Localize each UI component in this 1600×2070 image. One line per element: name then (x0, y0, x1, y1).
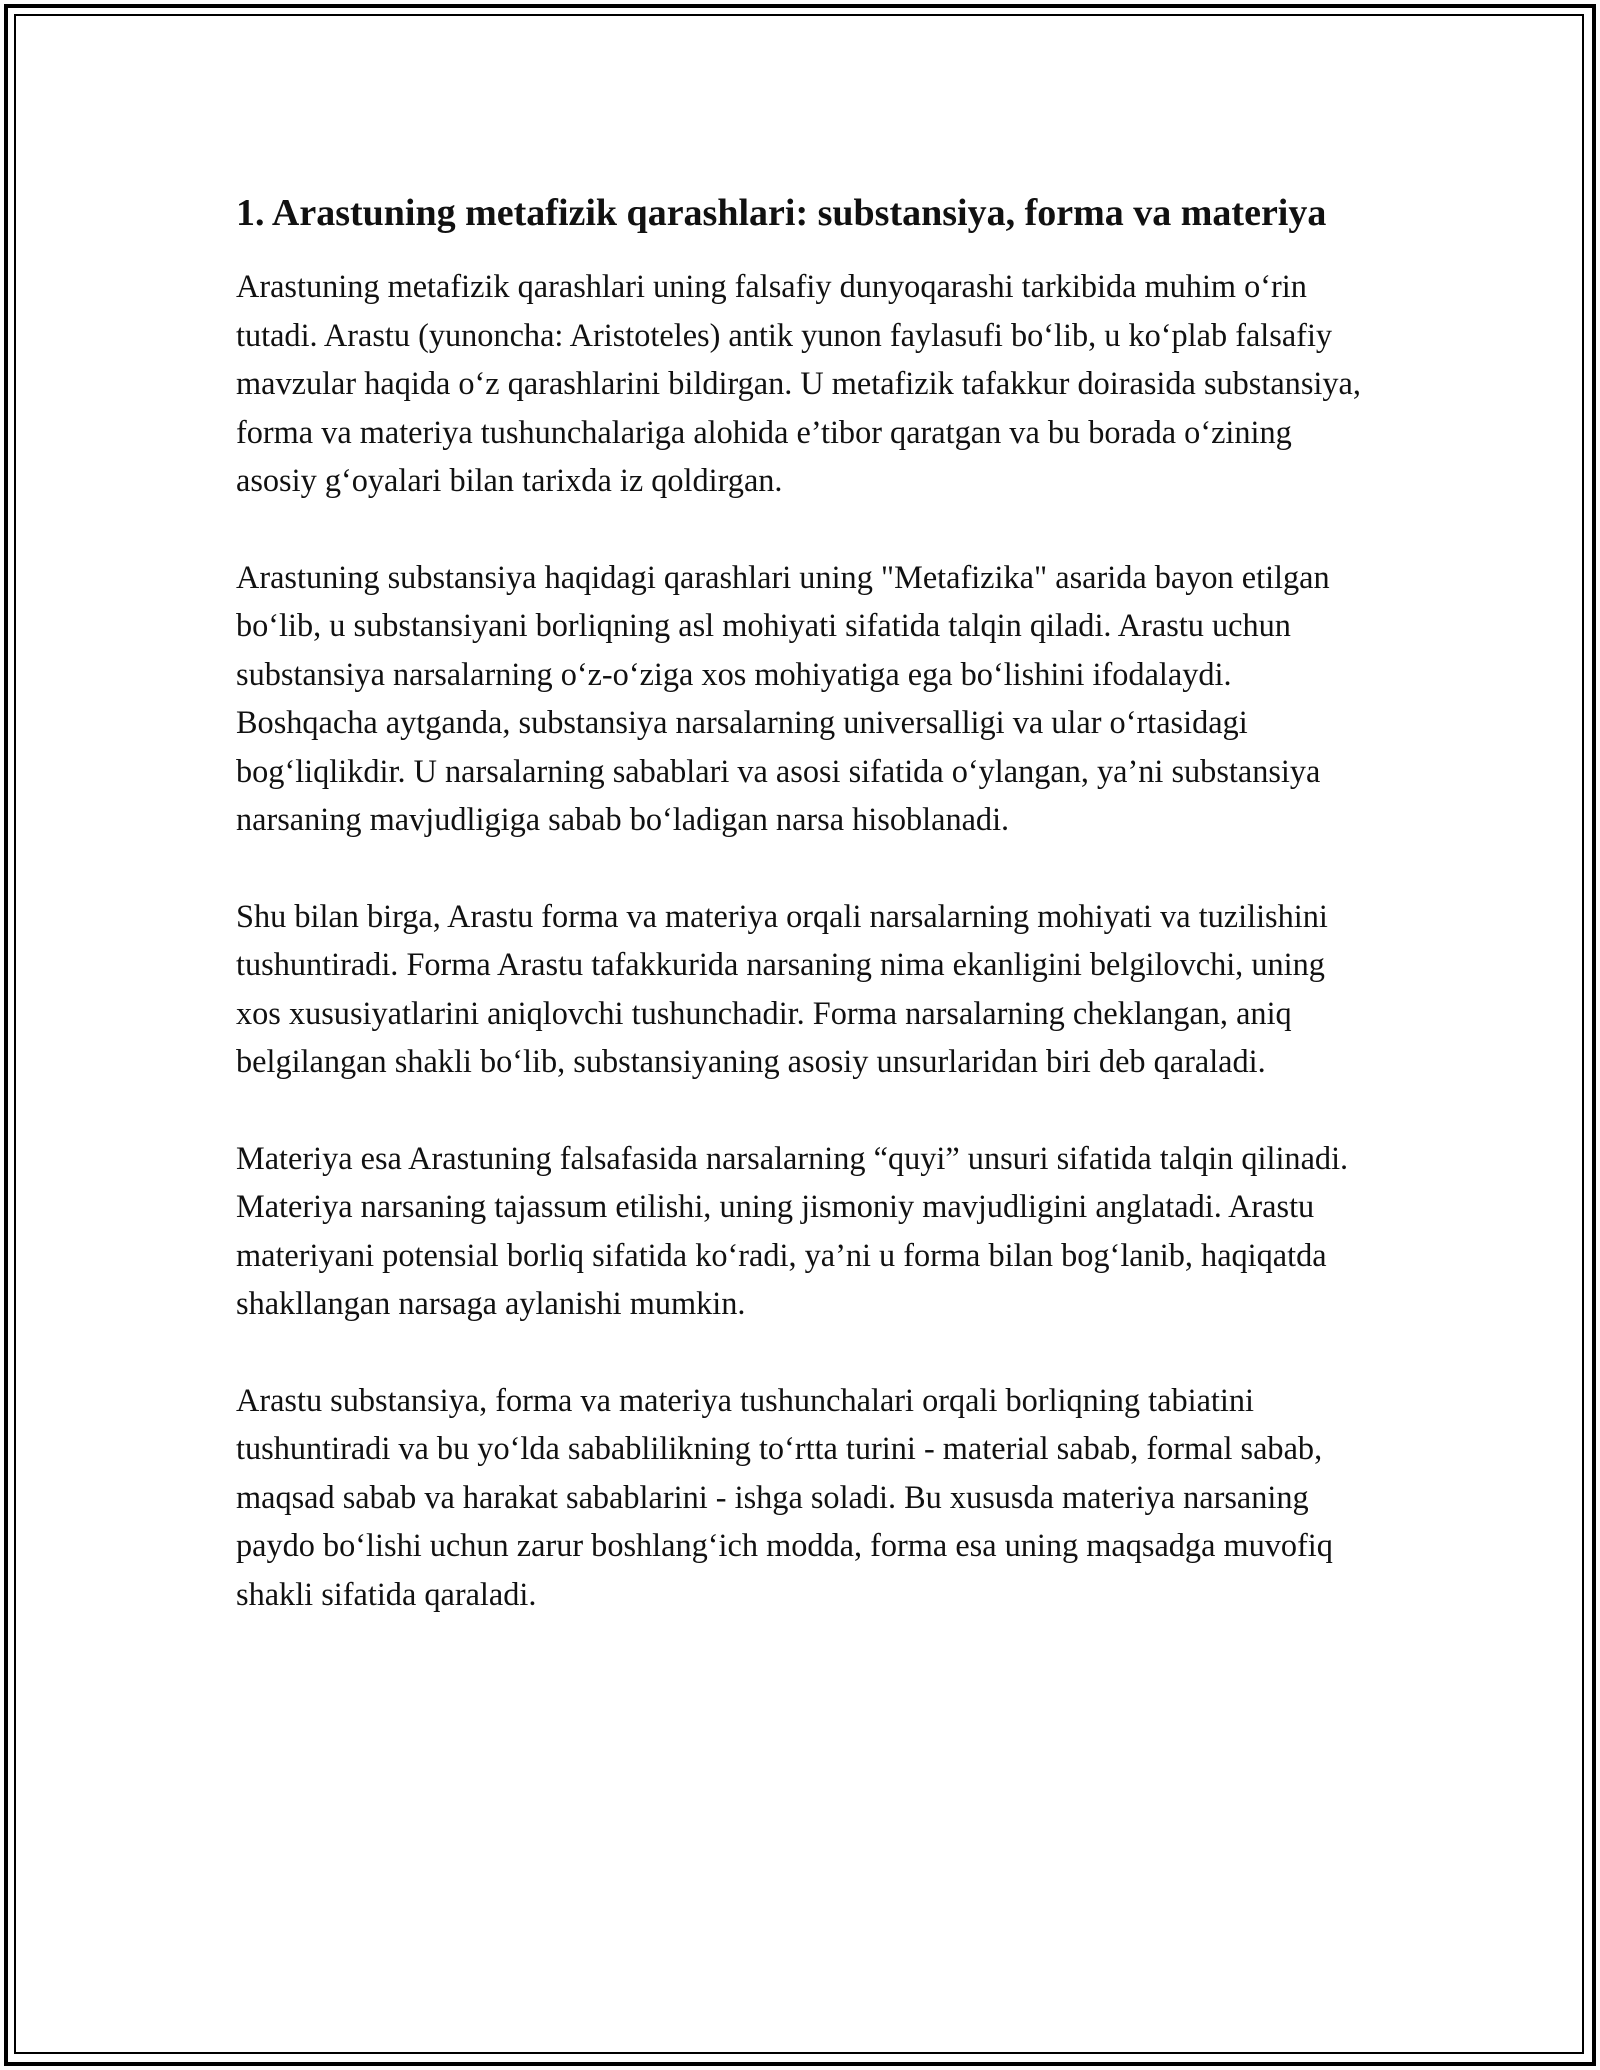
section-heading: 1. Arastuning metafizik qarashlari: substansiya, forma va materiya (236, 192, 1327, 234)
paragraph-2: Arastuning substansiya haqidagi qarashlari uning "Metafizika" asarida bayon etilgan bo‘lib, u substansiyani borliqning asl mohiyati sifatida talqin qiladi. Arastu uchun substansiya narsalarning o‘z-o‘ziga xos mohiyatiga ega bo‘lishini ifodalaydi. Boshqacha aytganda, substansiya narsalarning universalligi va ular o‘rtasidagi bog‘liqlikdir. U narsalarning sabablari va asosi sifatida o‘ylangan, ya’ni substansiya narsaning mavjudligiga sabab bo‘ladigan narsa hisoblanadi. (236, 558, 1330, 837)
paragraph-1: Arastuning metafizik qarashlari uning falsafiy dunyoqarashi tarkibida muhim o‘rin tutadi. Arastu (yunoncha: Aristoteles) antik yunon faylasufi bo‘lib, u ko‘plab falsafiy mavzular haqida o‘z qarashlarini bildirgan. U metafizik tafakkur doirasida substansiya, forma va materiya tushunchalariga alohida e’tibor qaratgan va bu borada o‘zining asosiy g‘oyalari bilan tarixda iz qoldirgan. (236, 268, 1361, 498)
document-body (236, 186, 1366, 1666)
paragraph-3: Shu bilan birga, Arastu forma va materiya orqali narsalarning mohiyati va tuzilishini tushuntiradi. Forma Arastu tafakkurida narsaning nima ekanligini belgilovchi, uning xos xususiyatlarini aniqlovchi tushunchadir. Forma narsalarning cheklangan, aniq belgilangan shakli bo‘lib, substansiyaning asosiy unsurlaridan biri deb qaraladi. (236, 897, 1328, 1079)
paragraph-5: Arastu substansiya, forma va materiya tushunchalari orqali borliqning tabiatini tushuntiradi va bu yo‘lda sabablilikning to‘rtta turini - material sabab, formal sabab, maqsad sabab va harakat sabablarini - ishga soladi. Bu xususda materiya narsaning paydo bo‘lishi uchun zarur boshlang‘ich modda, forma esa uning maqsadga muvofiq shakli sifatida qaraladi. (236, 1381, 1333, 1612)
paragraph-4: Materiya esa Arastuning falsafasida narsalarning “quyi” unsuri sifatida talqin qilinadi. Materiya narsaning tajassum etilishi, uning jismoniy mavjudligini anglatadi. Arastu materiyani potensial borliq sifatida ko‘radi, ya’ni u forma bilan bog‘lanib, haqiqatda shakllangan narsaga aylanishi mumkin. (236, 1139, 1349, 1321)
